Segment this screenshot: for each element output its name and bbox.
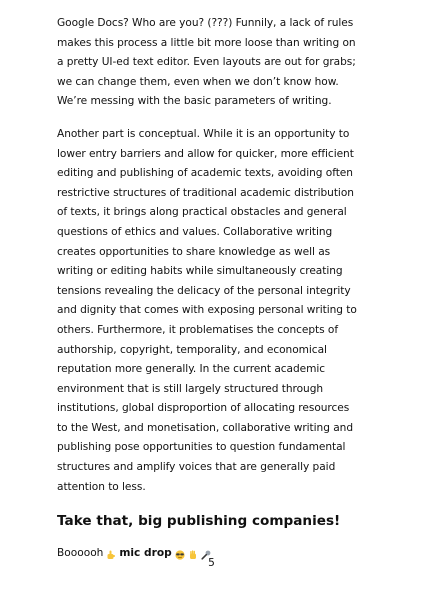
text-line: environment that is still largely structured through <box>57 382 324 395</box>
text-line: reputation more generally. In the current academic <box>57 363 326 376</box>
text-line: editing and publishing of academic texts, avoiding often <box>57 167 353 180</box>
text-line: questions of ethics and values. Collaborative writing <box>57 225 333 238</box>
text-line: to the West, and monetisation, collaborative writing and <box>57 421 353 434</box>
text-line: others. Furthermore, it problematises the concepts of <box>57 323 339 336</box>
text-line: authorship, copyright, temporality, and economical <box>57 343 327 356</box>
paragraph-1 <box>57 14 371 112</box>
text-line: institutions, global disproportion of allocating resources <box>57 402 350 415</box>
text-line: Google Docs? Who are you? (???) Funnily, a lack of rules <box>57 17 354 29</box>
text-line: tensions revealing the delicacy of the personal integrity <box>57 284 351 297</box>
text-line: attention to less. <box>57 480 146 493</box>
closing-emphasis: mic drop <box>119 547 172 560</box>
text-line: We’re messing with the basic parameters of writing. <box>57 95 332 108</box>
page-number: 5 <box>208 557 215 569</box>
text-line: writing or editing habits while simultaneously creating <box>57 265 343 278</box>
page-content <box>57 14 371 562</box>
text-line: publishing pose opportunities to question fundamental <box>57 441 346 454</box>
text-line: and dignity that comes with exposing personal writing to <box>57 304 357 317</box>
text-line: we can change them, even when we don’t know how. <box>57 75 339 88</box>
text-line: Another part is conceptual. While it is an opportunity to <box>57 127 350 140</box>
closing-prefix: Boooooh <box>57 547 104 560</box>
text-line: of texts, it brings along practical obstacles and general <box>57 206 347 219</box>
text-line: a pretty UI-ed text editor. Even layouts are out for grabs; <box>57 56 356 69</box>
text-line: structures and amplify voices that are generally paid <box>57 461 336 474</box>
text-line: lower entry barriers and allow for quicker, more efficient <box>57 147 354 160</box>
text-line: creates opportunities to share knowledge as well as <box>57 245 331 258</box>
text-line: makes this process a little bit more loose than writing on <box>57 36 356 49</box>
text-line: restrictive structures of traditional academic distribution <box>57 186 354 199</box>
section-heading: Take that, big publishing companies! <box>57 513 341 530</box>
paragraph-2 <box>57 125 371 497</box>
